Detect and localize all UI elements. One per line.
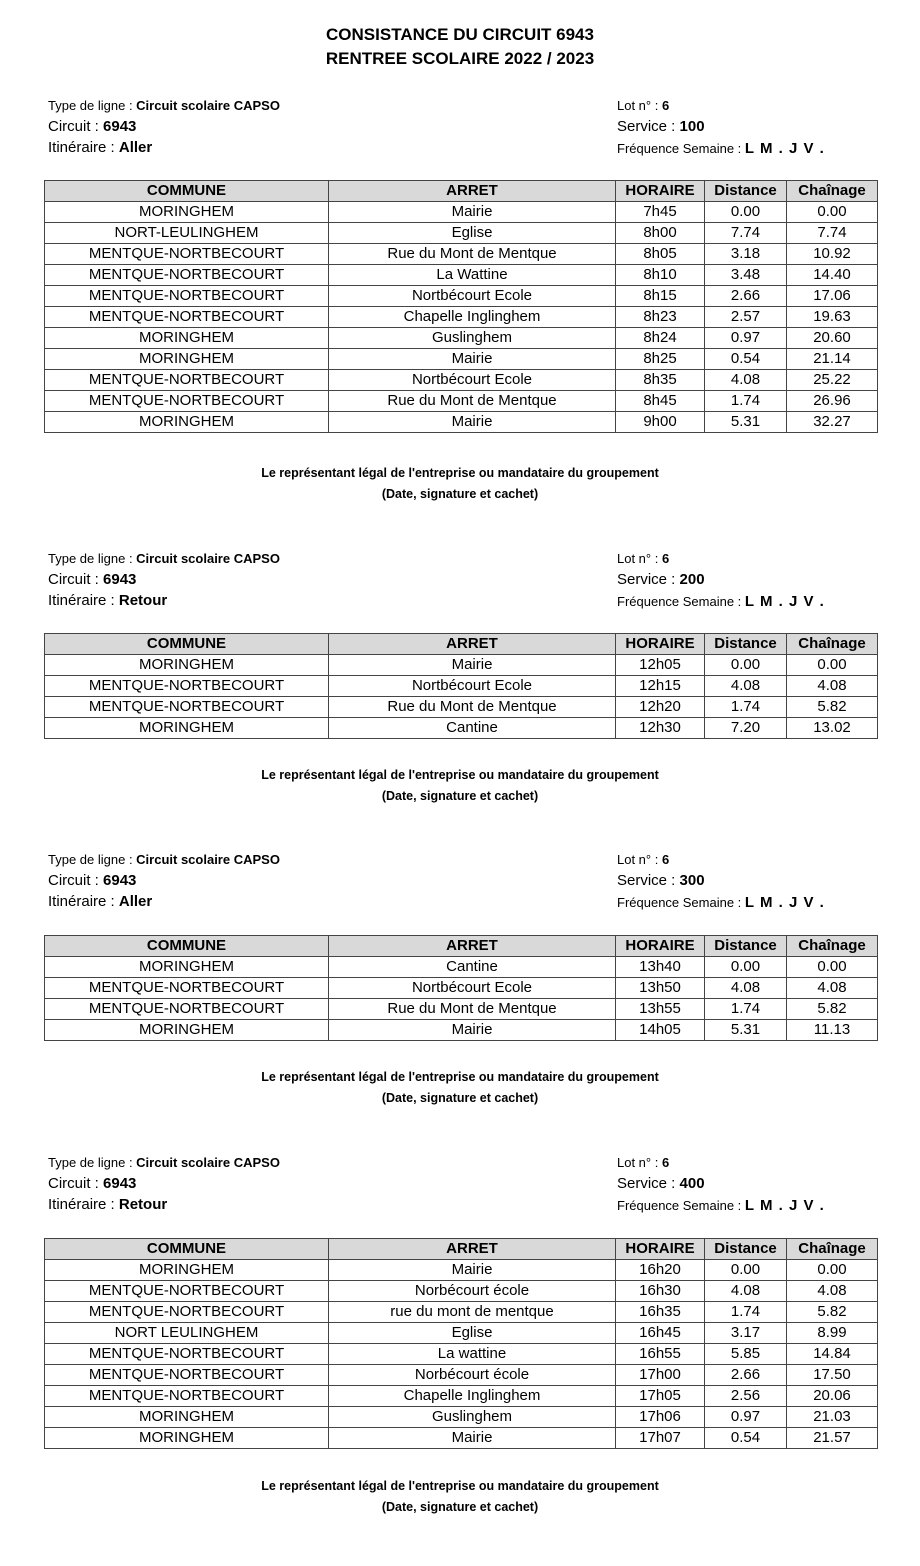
chainage-cell: 5.82: [787, 999, 878, 1020]
horaire-cell: 13h40: [616, 957, 705, 978]
itineraire-label: Itinéraire :: [48, 1196, 119, 1213]
commune-cell: MORINGHEM: [45, 1020, 329, 1041]
header-row: [45, 181, 878, 202]
chainage-cell: 5.82: [787, 697, 878, 718]
horaire-cell: 9h00: [616, 412, 705, 433]
lot-number-value: 6: [661, 551, 670, 566]
circuit-number-value: 6943: [103, 571, 137, 588]
table-row: [45, 718, 878, 739]
chainage-cell: 14.84: [787, 1344, 878, 1365]
chainage-cell: 13.02: [787, 718, 878, 739]
signature-note: (Date, signature et cachet): [381, 1091, 539, 1105]
frequence-semaine-value: L M . J V .: [744, 140, 825, 157]
itineraire: [48, 590, 167, 611]
table-row: [45, 978, 878, 999]
table-row: [45, 1020, 878, 1041]
schedule-table: [44, 180, 878, 433]
type-ligne: [48, 849, 280, 870]
commune-cell: MENTQUE-NORTBECOURT: [45, 391, 329, 412]
table-row: [45, 655, 878, 676]
arret-cell: Rue du Mont de Mentque: [329, 391, 616, 412]
lot-number-label: Lot n° :: [617, 551, 662, 566]
horaire-cell: 16h20: [616, 1260, 705, 1281]
arret-cell: rue du mont de mentque: [329, 1302, 616, 1323]
table-row: [45, 1323, 878, 1344]
distance-cell: 4.08: [705, 1281, 787, 1302]
distance-cell: 1.74: [705, 999, 787, 1020]
column-header: Chaînage: [787, 936, 878, 957]
distance-cell: 4.08: [705, 978, 787, 999]
distance-cell: 7.20: [705, 718, 787, 739]
table-row: [45, 391, 878, 412]
type-ligne-value: Circuit scolaire CAPSO: [136, 98, 280, 113]
chainage-cell: 19.63: [787, 307, 878, 328]
distance-cell: 0.00: [705, 957, 787, 978]
distance-cell: 0.97: [705, 1407, 787, 1428]
frequence-semaine: [617, 138, 825, 159]
arret-cell: Rue du Mont de Mentque: [329, 999, 616, 1020]
document-subtitle: RENTREE SCOLAIRE 2022 / 2023: [325, 49, 595, 68]
horaire-cell: 13h55: [616, 999, 705, 1020]
type-ligne-label: Type de ligne :: [48, 1155, 137, 1170]
arret-cell: Mairie: [329, 655, 616, 676]
distance-cell: 0.00: [705, 655, 787, 676]
frequence-semaine-label: Fréquence Semaine :: [617, 141, 745, 156]
distance-cell: 4.08: [705, 676, 787, 697]
service-number: [617, 569, 705, 590]
arret-cell: Mairie: [329, 349, 616, 370]
lot-number-value: 6: [661, 1155, 670, 1170]
arret-cell: Eglise: [329, 223, 616, 244]
itineraire-label: Itinéraire :: [48, 139, 119, 156]
distance-cell: 0.97: [705, 328, 787, 349]
chainage-cell: 0.00: [787, 957, 878, 978]
lot-number-label: Lot n° :: [617, 98, 662, 113]
type-ligne-value: Circuit scolaire CAPSO: [136, 1155, 280, 1170]
commune-cell: MENTQUE-NORTBECOURT: [45, 1281, 329, 1302]
commune-cell: MENTQUE-NORTBECOURT: [45, 1386, 329, 1407]
table-row: [45, 1386, 878, 1407]
schedule-table: [44, 1238, 878, 1449]
signature-label: Le représentant légal de l'entreprise ou mandataire du groupement: [261, 1479, 659, 1493]
distance-cell: 0.54: [705, 1428, 787, 1449]
arret-cell: La Wattine: [329, 265, 616, 286]
frequence-semaine: [617, 1195, 825, 1216]
horaire-cell: 8h23: [616, 307, 705, 328]
horaire-cell: 16h55: [616, 1344, 705, 1365]
frequence-semaine-value: L M . J V .: [744, 1197, 825, 1214]
chainage-cell: 4.08: [787, 676, 878, 697]
commune-cell: MENTQUE-NORTBECOURT: [45, 1365, 329, 1386]
horaire-cell: 8h05: [616, 244, 705, 265]
commune-cell: MENTQUE-NORTBECOURT: [45, 697, 329, 718]
arret-cell: Guslinghem: [329, 328, 616, 349]
itineraire-value: Aller: [118, 893, 153, 910]
table-row: [45, 1428, 878, 1449]
distance-cell: 1.74: [705, 697, 787, 718]
horaire-cell: 13h50: [616, 978, 705, 999]
header-row: [45, 936, 878, 957]
commune-cell: MENTQUE-NORTBECOURT: [45, 265, 329, 286]
signature-note: (Date, signature et cachet): [381, 487, 539, 501]
frequence-semaine-value: L M . J V .: [744, 593, 825, 610]
itineraire: [48, 1194, 167, 1215]
table-row: [45, 223, 878, 244]
frequence-semaine-label: Fréquence Semaine :: [617, 594, 745, 609]
column-header: Chaînage: [787, 634, 878, 655]
distance-cell: 0.00: [705, 1260, 787, 1281]
table-row: [45, 957, 878, 978]
arret-cell: Rue du Mont de Mentque: [329, 697, 616, 718]
column-header: ARRET: [329, 936, 616, 957]
commune-cell: MORINGHEM: [45, 1407, 329, 1428]
horaire-cell: 8h10: [616, 265, 705, 286]
distance-cell: 5.85: [705, 1344, 787, 1365]
arret-cell: Mairie: [329, 1260, 616, 1281]
circuit-number-value: 6943: [103, 872, 137, 889]
service-number-label: Service :: [617, 872, 680, 889]
column-header: HORAIRE: [616, 634, 705, 655]
lot-number: [617, 849, 669, 870]
chainage-cell: 8.99: [787, 1323, 878, 1344]
horaire-cell: 8h24: [616, 328, 705, 349]
column-header: Distance: [705, 181, 787, 202]
frequence-semaine: [617, 892, 825, 913]
lot-number: [617, 548, 669, 569]
horaire-cell: 8h45: [616, 391, 705, 412]
column-header: Chaînage: [787, 1239, 878, 1260]
horaire-cell: 17h06: [616, 1407, 705, 1428]
horaire-cell: 17h05: [616, 1386, 705, 1407]
horaire-cell: 12h20: [616, 697, 705, 718]
distance-cell: 0.00: [705, 202, 787, 223]
chainage-cell: 26.96: [787, 391, 878, 412]
distance-cell: 3.48: [705, 265, 787, 286]
commune-cell: MENTQUE-NORTBECOURT: [45, 370, 329, 391]
chainage-cell: 0.00: [787, 655, 878, 676]
lot-number-label: Lot n° :: [617, 1155, 662, 1170]
commune-cell: MENTQUE-NORTBECOURT: [45, 1302, 329, 1323]
column-header: COMMUNE: [45, 634, 329, 655]
arret-cell: Nortbécourt Ecole: [329, 370, 616, 391]
commune-cell: MORINGHEM: [45, 349, 329, 370]
column-header: COMMUNE: [45, 1239, 329, 1260]
circuit-number-label: Circuit :: [48, 872, 104, 889]
service-number-value: 400: [679, 1175, 705, 1192]
commune-cell: MORINGHEM: [45, 328, 329, 349]
column-header: Distance: [705, 1239, 787, 1260]
service-number-value: 100: [679, 118, 705, 135]
service-number-label: Service :: [617, 1175, 680, 1192]
commune-cell: MENTQUE-NORTBECOURT: [45, 676, 329, 697]
circuit-number-label: Circuit :: [48, 118, 104, 135]
frequence-semaine-value: L M . J V .: [744, 894, 825, 911]
table-row: [45, 349, 878, 370]
horaire-cell: 14h05: [616, 1020, 705, 1041]
arret-cell: Norbécourt école: [329, 1365, 616, 1386]
horaire-cell: 12h30: [616, 718, 705, 739]
signature-note: (Date, signature et cachet): [381, 789, 539, 803]
chainage-cell: 25.22: [787, 370, 878, 391]
column-header: COMMUNE: [45, 181, 329, 202]
commune-cell: NORT LEULINGHEM: [45, 1323, 329, 1344]
header-row: [45, 634, 878, 655]
table-row: [45, 1344, 878, 1365]
column-header: COMMUNE: [45, 936, 329, 957]
commune-cell: MENTQUE-NORTBECOURT: [45, 1344, 329, 1365]
header-row: [45, 1239, 878, 1260]
table-row: [45, 676, 878, 697]
distance-cell: 4.08: [705, 370, 787, 391]
table-row: [45, 1407, 878, 1428]
type-ligne-label: Type de ligne :: [48, 551, 137, 566]
itineraire-value: Retour: [118, 592, 168, 609]
document-title: CONSISTANCE DU CIRCUIT 6943: [326, 25, 594, 44]
distance-cell: 2.57: [705, 307, 787, 328]
chainage-cell: 32.27: [787, 412, 878, 433]
chainage-cell: 21.03: [787, 1407, 878, 1428]
type-ligne: [48, 548, 280, 569]
itineraire-value: Aller: [118, 139, 153, 156]
table-row: [45, 265, 878, 286]
column-header: ARRET: [329, 1239, 616, 1260]
chainage-cell: 4.08: [787, 978, 878, 999]
table-row: [45, 328, 878, 349]
chainage-cell: 5.82: [787, 1302, 878, 1323]
table-row: [45, 1365, 878, 1386]
chainage-cell: 21.14: [787, 349, 878, 370]
chainage-cell: 4.08: [787, 1281, 878, 1302]
column-header: Chaînage: [787, 181, 878, 202]
circuit-number-label: Circuit :: [48, 571, 104, 588]
table-row: [45, 1302, 878, 1323]
circuit-number: [48, 116, 136, 137]
table-row: [45, 999, 878, 1020]
lot-number-label: Lot n° :: [617, 852, 662, 867]
table-row: [45, 1281, 878, 1302]
service-number-label: Service :: [617, 571, 680, 588]
distance-cell: 2.56: [705, 1386, 787, 1407]
horaire-cell: 8h25: [616, 349, 705, 370]
lot-number: [617, 95, 669, 116]
type-ligne-value: Circuit scolaire CAPSO: [136, 852, 280, 867]
signature-label: Le représentant légal de l'entreprise ou mandataire du groupement: [261, 466, 659, 480]
circuit-number-value: 6943: [103, 118, 137, 135]
commune-cell: MORINGHEM: [45, 718, 329, 739]
type-ligne-label: Type de ligne :: [48, 98, 137, 113]
circuit-number: [48, 569, 136, 590]
column-header: HORAIRE: [616, 181, 705, 202]
commune-cell: NORT-LEULINGHEM: [45, 223, 329, 244]
column-header: Distance: [705, 634, 787, 655]
table-row: [45, 286, 878, 307]
arret-cell: Mairie: [329, 202, 616, 223]
horaire-cell: 8h15: [616, 286, 705, 307]
circuit-number-label: Circuit :: [48, 1175, 104, 1192]
table-row: [45, 370, 878, 391]
chainage-cell: 0.00: [787, 202, 878, 223]
chainage-cell: 11.13: [787, 1020, 878, 1041]
itineraire-label: Itinéraire :: [48, 893, 119, 910]
frequence-semaine-label: Fréquence Semaine :: [617, 1198, 745, 1213]
service-number-label: Service :: [617, 118, 680, 135]
lot-number-value: 6: [661, 852, 670, 867]
distance-cell: 5.31: [705, 1020, 787, 1041]
commune-cell: MENTQUE-NORTBECOURT: [45, 978, 329, 999]
type-ligne: [48, 1152, 280, 1173]
distance-cell: 3.18: [705, 244, 787, 265]
commune-cell: MORINGHEM: [45, 957, 329, 978]
type-ligne-label: Type de ligne :: [48, 852, 137, 867]
arret-cell: Guslinghem: [329, 1407, 616, 1428]
commune-cell: MENTQUE-NORTBECOURT: [45, 244, 329, 265]
table-row: [45, 697, 878, 718]
distance-cell: 7.74: [705, 223, 787, 244]
commune-cell: MENTQUE-NORTBECOURT: [45, 999, 329, 1020]
arret-cell: Nortbécourt Ecole: [329, 978, 616, 999]
horaire-cell: 17h00: [616, 1365, 705, 1386]
distance-cell: 1.74: [705, 391, 787, 412]
chainage-cell: 17.06: [787, 286, 878, 307]
table-row: [45, 412, 878, 433]
horaire-cell: 12h05: [616, 655, 705, 676]
service-number-value: 200: [679, 571, 705, 588]
horaire-cell: 8h35: [616, 370, 705, 391]
horaire-cell: 16h45: [616, 1323, 705, 1344]
arret-cell: Norbécourt école: [329, 1281, 616, 1302]
signature-note: (Date, signature et cachet): [381, 1500, 539, 1514]
distance-cell: 2.66: [705, 286, 787, 307]
signature-label: Le représentant légal de l'entreprise ou mandataire du groupement: [261, 768, 659, 782]
column-header: HORAIRE: [616, 1239, 705, 1260]
chainage-cell: 10.92: [787, 244, 878, 265]
chainage-cell: 20.06: [787, 1386, 878, 1407]
commune-cell: MENTQUE-NORTBECOURT: [45, 286, 329, 307]
chainage-cell: 7.74: [787, 223, 878, 244]
horaire-cell: 12h15: [616, 676, 705, 697]
service-number-value: 300: [679, 872, 705, 889]
column-header: Distance: [705, 936, 787, 957]
arret-cell: Chapelle Inglinghem: [329, 307, 616, 328]
distance-cell: 2.66: [705, 1365, 787, 1386]
table-row: [45, 202, 878, 223]
commune-cell: MENTQUE-NORTBECOURT: [45, 307, 329, 328]
horaire-cell: 16h30: [616, 1281, 705, 1302]
distance-cell: 5.31: [705, 412, 787, 433]
column-header: ARRET: [329, 634, 616, 655]
arret-cell: Cantine: [329, 718, 616, 739]
horaire-cell: 7h45: [616, 202, 705, 223]
horaire-cell: 17h07: [616, 1428, 705, 1449]
horaire-cell: 8h00: [616, 223, 705, 244]
circuit-number: [48, 870, 136, 891]
lot-number: [617, 1152, 669, 1173]
itineraire-value: Retour: [118, 1196, 168, 1213]
arret-cell: La wattine: [329, 1344, 616, 1365]
circuit-number-value: 6943: [103, 1175, 137, 1192]
service-number: [617, 116, 705, 137]
frequence-semaine: [617, 591, 825, 612]
schedule-table: [44, 633, 878, 739]
arret-cell: Nortbécourt Ecole: [329, 676, 616, 697]
arret-cell: Mairie: [329, 1020, 616, 1041]
arret-cell: Rue du Mont de Mentque: [329, 244, 616, 265]
chainage-cell: 14.40: [787, 265, 878, 286]
chainage-cell: 21.57: [787, 1428, 878, 1449]
column-header: ARRET: [329, 181, 616, 202]
column-header: HORAIRE: [616, 936, 705, 957]
itineraire: [48, 891, 152, 912]
distance-cell: 0.54: [705, 349, 787, 370]
lot-number-value: 6: [661, 98, 670, 113]
commune-cell: MORINGHEM: [45, 202, 329, 223]
arret-cell: Cantine: [329, 957, 616, 978]
distance-cell: 3.17: [705, 1323, 787, 1344]
arret-cell: Nortbécourt Ecole: [329, 286, 616, 307]
type-ligne-value: Circuit scolaire CAPSO: [136, 551, 280, 566]
type-ligne: [48, 95, 280, 116]
commune-cell: MORINGHEM: [45, 655, 329, 676]
table-row: [45, 307, 878, 328]
circuit-number: [48, 1173, 136, 1194]
service-number: [617, 1173, 705, 1194]
schedule-table: [44, 935, 878, 1041]
distance-cell: 1.74: [705, 1302, 787, 1323]
arret-cell: Mairie: [329, 412, 616, 433]
itineraire-label: Itinéraire :: [48, 592, 119, 609]
arret-cell: Eglise: [329, 1323, 616, 1344]
chainage-cell: 0.00: [787, 1260, 878, 1281]
commune-cell: MORINGHEM: [45, 1428, 329, 1449]
signature-label: Le représentant légal de l'entreprise ou mandataire du groupement: [261, 1070, 659, 1084]
commune-cell: MORINGHEM: [45, 1260, 329, 1281]
table-row: [45, 1260, 878, 1281]
itineraire: [48, 137, 152, 158]
horaire-cell: 16h35: [616, 1302, 705, 1323]
frequence-semaine-label: Fréquence Semaine :: [617, 895, 745, 910]
table-row: [45, 244, 878, 265]
chainage-cell: 20.60: [787, 328, 878, 349]
commune-cell: MORINGHEM: [45, 412, 329, 433]
chainage-cell: 17.50: [787, 1365, 878, 1386]
arret-cell: Mairie: [329, 1428, 616, 1449]
arret-cell: Chapelle Inglinghem: [329, 1386, 616, 1407]
service-number: [617, 870, 705, 891]
